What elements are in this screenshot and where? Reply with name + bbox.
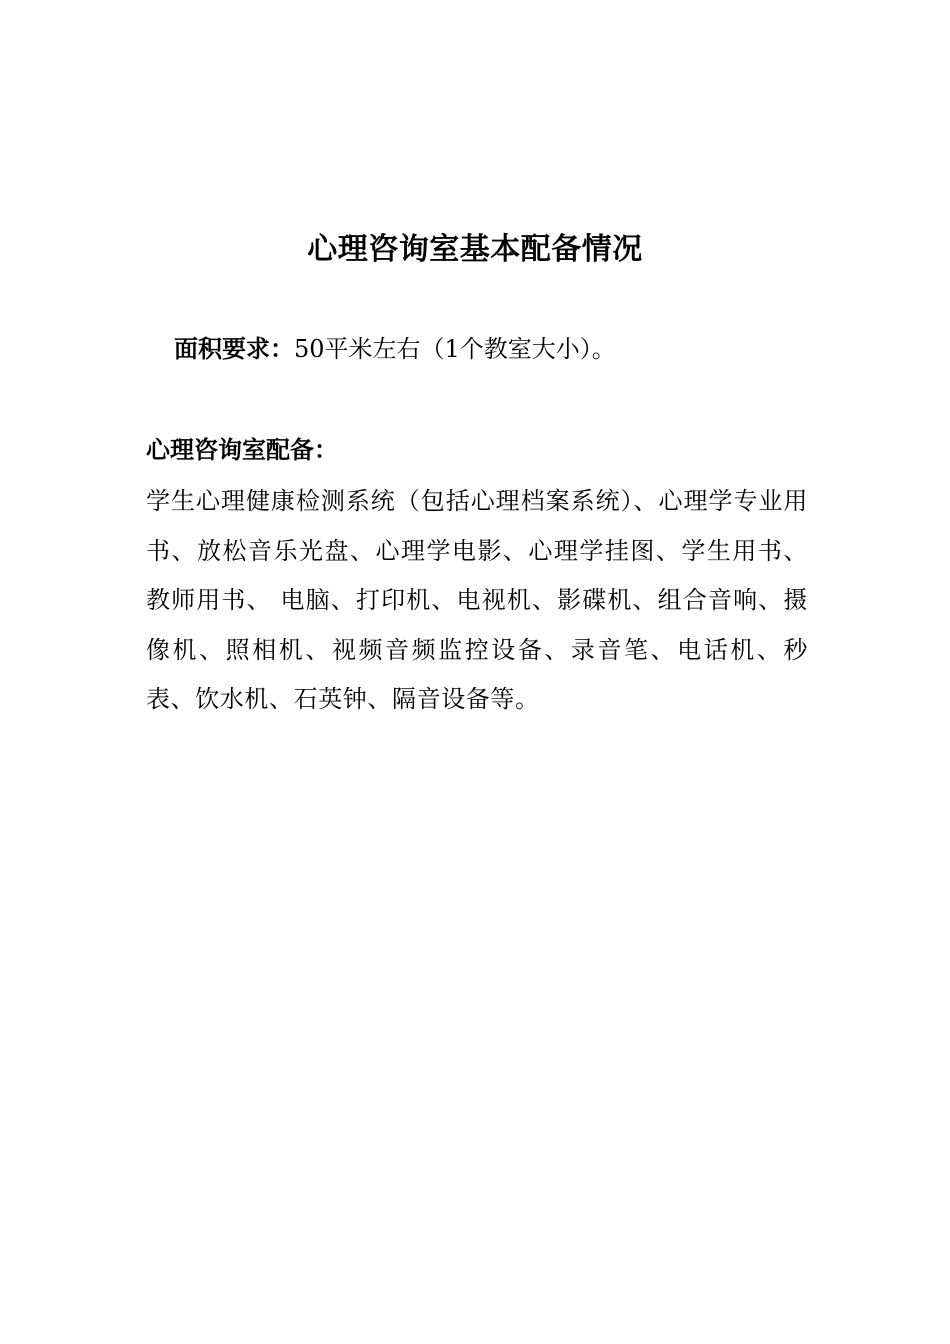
page-title: 心理咨询室基本配备情况 [307, 232, 643, 267]
area-requirement-value: 50平米左右（1个教室大小）。 [294, 335, 616, 363]
area-requirement [174, 329, 616, 369]
area-requirement-label: 面积要求： [174, 334, 294, 363]
configuration-body: 学生心理健康检测系统（包括心理档案系统）、心理学专业用书、放松音乐光盘、心理学电影、心理学挂图、学生用书、教师用书、 电脑、打印机、电视机、影碟机、组合音响、摄像机、照相机、视频音频监控设备、录音笔、电话机、秒表、饮水机、石英钟、隔音设备等。 [146, 487, 808, 713]
configuration-heading: 心理咨询室配备： [146, 435, 338, 464]
